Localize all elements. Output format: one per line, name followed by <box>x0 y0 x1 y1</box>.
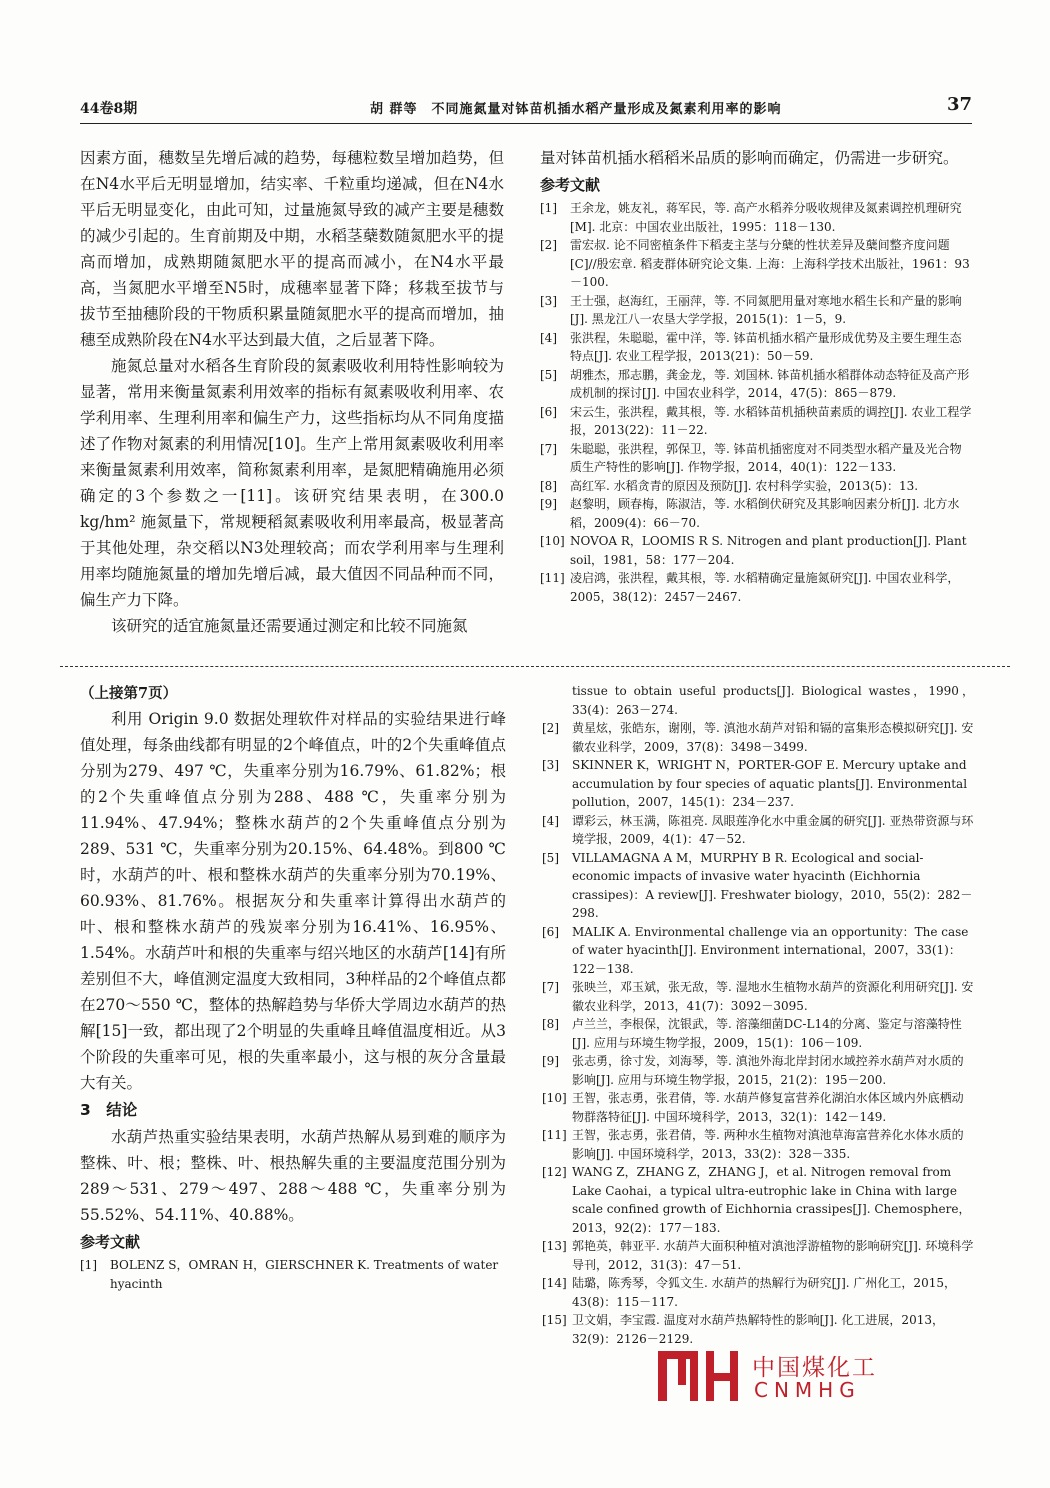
reference-item <box>542 1052 974 1089</box>
top-left-column <box>80 145 504 639</box>
reference-text: 胡雅杰，邢志鹏，龚金龙，等. 刘国林. 钵苗机插水稻群体动态特征及高产形成机制的探讨[J]. 中国农业科学，2014，47(5)：865－879. <box>570 367 970 400</box>
reference-number: [10] <box>542 1091 567 1105</box>
reference-item <box>542 1163 974 1237</box>
running-title: 胡 群等 不同施氮量对钵苗机插水稻产量形成及氮素利用率的影响 <box>370 102 782 117</box>
reference-item <box>540 403 972 440</box>
reference-text: 张洪程，朱聪聪，霍中洋，等. 钵苗机插水稻产量形成优势及主要生理生态特点[J]. 农业工程学报，2013(21)：50－59. <box>570 330 962 363</box>
bottom-left-column <box>80 682 506 1293</box>
body-paragraph: 利用 Origin 9.0 数据处理软件对样品的实验结果进行峰值处理，每条曲线都有明显的2个峰值点，叶的2个失重峰值点分别为279、497 ℃，失重率分别为16.79%、61.82%；根的2个失重峰值点分别为288、488 ℃，失重率分别为11.94%、47.94%；整株水葫芦的2个失重峰值点分别为289、531 ℃，失重率分别为20.15%、64.48%。到800 ℃时，水葫芦的叶、根和整株水葫芦的失重率分别为70.19%、60.93%、81.76%。根据灰分和失重率计算得出水葫芦的叶、根和整株水葫芦的残炭率分别为16.41%、16.95%、1.54%。水葫芦叶和根的失重率与绍兴地区的水葫芦[14]有所差别但不大，峰值测定温度大致相同，3种样品的2个峰值点都在270～550 ℃，整体的热解趋势与华侨大学周边水葫芦的热解[15]一致，都出现了2个明显的失重峰且峰值温度相近。从3个阶段的失重率可见，根的失重率最小，这与根的灰分含量最大有关。 <box>80 710 506 1092</box>
reference-text: 朱聪聪，张洪程，郭保卫，等. 钵苗机插密度对不同类型水稻产量及光合物质生产特性的影响[J]. 作物学报，2014，40(1)：122－133. <box>570 441 962 474</box>
reference-text: 王智，张志勇，张君倩，等. 两种水生植物对滇池草海富营养化水体水质的影响[J]. 中国环境科学，2013，33(2)：328－335. <box>572 1128 964 1161</box>
watermark-en: CNMHG <box>754 1378 861 1402</box>
reference-number: [2] <box>540 238 557 252</box>
reference-number: [6] <box>542 924 559 939</box>
watermark-logo <box>656 1347 916 1405</box>
reference-list <box>542 719 974 1348</box>
reference-item <box>542 923 974 979</box>
reference-text: 卢兰兰，李根保，沈银武，等. 溶藻细菌DC-L14的分离、鉴定与溶藻特性[J]. 应用与环境生物学报，2009，15(1)：106－109. <box>572 1017 962 1050</box>
reference-text: NOVOA R，LOOMIS R S. Nitrogen and plant production[J]. Plant soil，1981，58：177－204. <box>570 534 967 567</box>
page-number: 37 <box>946 94 972 115</box>
body-paragraph: 量对钵苗机插水稻稻米品质的影响而确定，仍需进一步研究。 <box>540 149 959 167</box>
reference-item <box>540 569 972 606</box>
reference-number: [11] <box>542 1128 567 1142</box>
reference-item <box>542 1089 974 1126</box>
reference-item <box>542 1274 974 1311</box>
reference-text: 张映兰，邓玉斌，张无敌，等. 湿地水生植物水葫芦的资源化利用研究[J]. 安徽农业科学，2013，41(7)：3092－3095. <box>572 980 974 1013</box>
reference-number: [9] <box>542 1054 559 1068</box>
reference-item <box>542 812 974 849</box>
body-paragraph: 水葫芦热重实验结果表明，水葫芦热解从易到难的顺序为整株、叶、根；整株、叶、根热解失重的主要温度范围分别为289～531、279～497、288～488 ℃，失重率分别为55.52%、54.11%、40.88%。 <box>80 1128 506 1224</box>
reference-number: [12] <box>542 1165 567 1179</box>
reference-number: [10] <box>540 534 565 548</box>
bottom-right-column <box>542 682 974 1348</box>
reference-text: BOLENZ S，OMRAN H，GIERSCHNER K. Treatments of water hyacinth <box>110 1258 499 1291</box>
reference-text: 雷宏叔. 论不同密植条件下稻麦主茎与分蘖的性状差异及蘖间整齐度问题[C]//殷宏章. 稻麦群体研究论文集. 上海：上海科学技术出版社，1961：93－100. <box>570 238 970 289</box>
reference-item <box>542 719 974 756</box>
reference-item <box>540 495 972 532</box>
reference-number: [1] <box>540 201 557 215</box>
reference-number: [5] <box>540 367 557 382</box>
top-right-column <box>540 145 972 606</box>
body-paragraph: 该研究的适宜施氮量还需要通过测定和比较不同施氮 <box>111 617 468 635</box>
reference-number: [3] <box>542 758 559 772</box>
reference-number: [9] <box>540 497 557 511</box>
reference-text: VILLAMAGNA A M，MURPHY B R. Ecological and social-economic impacts of invasive water hyacinth (Eichhornia crassipes)：A review[J]. Freshwater biology，2010，55(2)：282－298. <box>572 850 973 920</box>
reference-continuation: tissue to obtain useful products[J]. Biological wastes，1990，33(4)：263－274. <box>572 684 974 717</box>
body-paragraph: 因素方面，穗数呈先增后减的趋势，每穗粒数呈增加趋势，但在N4水平后无明显增加，结实率、千粒重均递减，但在N4水平后无明显变化，由此可知，过量施氮导致的减产主要是穗数的减少引起的。生育前期及中期，水稻茎蘖数随氮肥水平的提高而增加，成熟期随氮肥水平的提高而减小，在N4水平最高，当氮肥水平增至N5时，成穗率显著下降；移栽至拔节与拔节至抽穗阶段的干物质积累量随氮肥水平的提高而增加，抽穗至成熟阶段在N4水平达到最大值，之后显著下降。 <box>80 149 504 349</box>
references-heading: 参考文献 <box>540 176 601 194</box>
reference-number: [7] <box>542 980 559 994</box>
reference-number: [4] <box>542 813 559 828</box>
reference-number: [3] <box>540 293 557 308</box>
reference-text: 宋云生，张洪程，戴其根，等. 水稻钵苗机插秧苗素质的调控[J]. 农业工程学报，2013(22)：11－22. <box>570 404 972 437</box>
reference-item <box>542 1015 974 1052</box>
reference-number: [11] <box>540 571 565 585</box>
reference-number: [6] <box>540 404 557 419</box>
reference-number: [4] <box>540 330 557 345</box>
reference-item <box>540 366 972 403</box>
reference-text: MALIK A. Environmental challenge via an opportunity：The case of water hyacinth[J]. Environment international，2007，33(1)：122－138. <box>572 924 969 976</box>
reference-number: [8] <box>542 1017 559 1031</box>
reference-text: 高红军. 水稻贪青的原因及预防[J]. 农村科学实验，2013(5)：13. <box>570 478 919 493</box>
references-heading: 参考文献 <box>80 1233 141 1251</box>
reference-text: 卫文娟，李宝霞. 温度对水葫芦热解特性的影响[J]. 化工进展，2013，32(9)：2126－2129. <box>572 1313 944 1346</box>
reference-text: WANG Z，ZHANG Z，ZHANG J，et al. Nitrogen removal from Lake Caohai，a typical ultra-eutrophic lake in China with large scale confined growth of Eichhornia crassipes[J]. Chemosphere，2013，92(2)：177－183. <box>572 1165 971 1235</box>
reference-text: 王智，张志勇，张君倩，等. 水葫芦修复富营养化湖泊水体区域内外底栖动物群落特征[J]. 中国环境科学，2013，32(1)：142－149. <box>572 1091 964 1124</box>
reference-item <box>542 1126 974 1163</box>
reference-text: 谭彩云，林玉满，陈祖亮. 凤眼莲净化水中重金属的研究[J]. 亚热带资源与环境学报，2009，4(1)：47－52. <box>572 813 974 846</box>
reference-list <box>540 199 972 606</box>
reference-item <box>540 477 972 496</box>
reference-item <box>540 236 972 292</box>
reference-number: [2] <box>542 721 559 735</box>
watermark-cn: 中国煤化工 <box>752 1355 877 1381</box>
logo-mark-icon <box>656 1347 742 1405</box>
reference-item <box>542 756 974 812</box>
reference-item <box>542 978 974 1015</box>
reference-text: 张志勇，徐寸发，刘海琴，等. 滇池外海北岸封闭水域控养水葫芦对水质的影响[J]. 应用与环境生物学报，2015，21(2)：195－200. <box>572 1054 964 1087</box>
reference-item <box>540 199 972 236</box>
reference-text: 郭艳英，韩亚平. 水葫芦大面积种植对滇池浮游植物的影响研究[J]. 环境科学导刊，2012，31(3)：47－51. <box>572 1239 974 1272</box>
reference-text: 黄星炫，张皓东，谢刚，等. 滇池水葫芦对铅和镉的富集形态模拟研究[J]. 安徽农业科学，2009，37(8)：3498－3499. <box>572 721 974 754</box>
reference-text: SKINNER K，WRIGHT N，PORTER-GOF E. Mercury uptake and accumulation by four species of aquatic plants[J]. Environmental pollution，2007，145(1)：234－237. <box>572 758 968 809</box>
continued-note: （上接第7页） <box>80 685 178 702</box>
article-divider <box>60 666 1010 667</box>
section-heading: 3 结论 <box>80 1101 138 1119</box>
reference-item <box>80 1256 506 1293</box>
reference-number: [7] <box>540 441 557 456</box>
body-paragraph: 施氮总量对水稻各生育阶段的氮素吸收利用特性影响较为显著，常用来衡量氮素利用效率的指标有氮素吸收利用率、农学利用率、生理利用率和偏生产力，这些指标均从不同角度描述了作物对氮素的利用情况[10]。生产上常用氮素吸收利用率来衡量氮素利用效率，简称氮素利用率，是氮肥精确施用必须确定的3个参数之一[11]。该研究结果表明，在300.0 kg/hm² 施氮量下，常规粳稻氮素吸收利用率最高，极显著高于其他处理，杂交稻以N3处理较高；而农学利用率与生理利用率均随施氮量的增加先增后减，最大值因不同品种而不同，偏生产力下降。 <box>80 357 504 609</box>
reference-item <box>542 849 974 923</box>
reference-text: 王士强，赵海红，王丽萍，等. 不同氮肥用量对寒地水稻生长和产量的影响[J]. 黑龙江八一农垦大学学报，2015(1)：1－5，9. <box>570 293 962 326</box>
reference-number: [14] <box>542 1276 567 1290</box>
journal-volume: 44卷8期 <box>80 101 138 117</box>
reference-number: [15] <box>542 1313 567 1327</box>
running-header <box>80 96 972 124</box>
reference-list <box>80 1256 506 1293</box>
reference-item <box>542 1237 974 1274</box>
reference-number: [8] <box>540 478 557 493</box>
reference-item <box>540 329 972 366</box>
reference-item <box>540 440 972 477</box>
reference-number: [1] <box>80 1258 97 1272</box>
reference-item <box>542 1311 974 1348</box>
reference-text: 赵黎明，顾春梅，陈淑洁，等. 水稻倒伏研究及其影响因素分析[J]. 北方水稻，2009(4)：66－70. <box>570 497 960 530</box>
reference-text: 凌启鸿，张洪程，戴其根，等. 水稻精确定量施氮研究[J]. 中国农业科学，2005，38(12)：2457－2467. <box>570 571 960 604</box>
reference-item <box>540 292 972 329</box>
reference-text: 陆璐，陈秀琴，令狐文生. 水葫芦的热解行为研究[J]. 广州化工，2015，43(8)：115－117. <box>572 1276 956 1309</box>
reference-text: 王余龙，姚友礼，蒋军民，等. 高产水稻养分吸收规律及氮素调控机理研究[M]. 北京：中国农业出版社，1995：118－130. <box>570 201 962 234</box>
reference-item <box>540 532 972 569</box>
reference-number: [13] <box>542 1239 567 1253</box>
reference-number: [5] <box>542 850 559 865</box>
